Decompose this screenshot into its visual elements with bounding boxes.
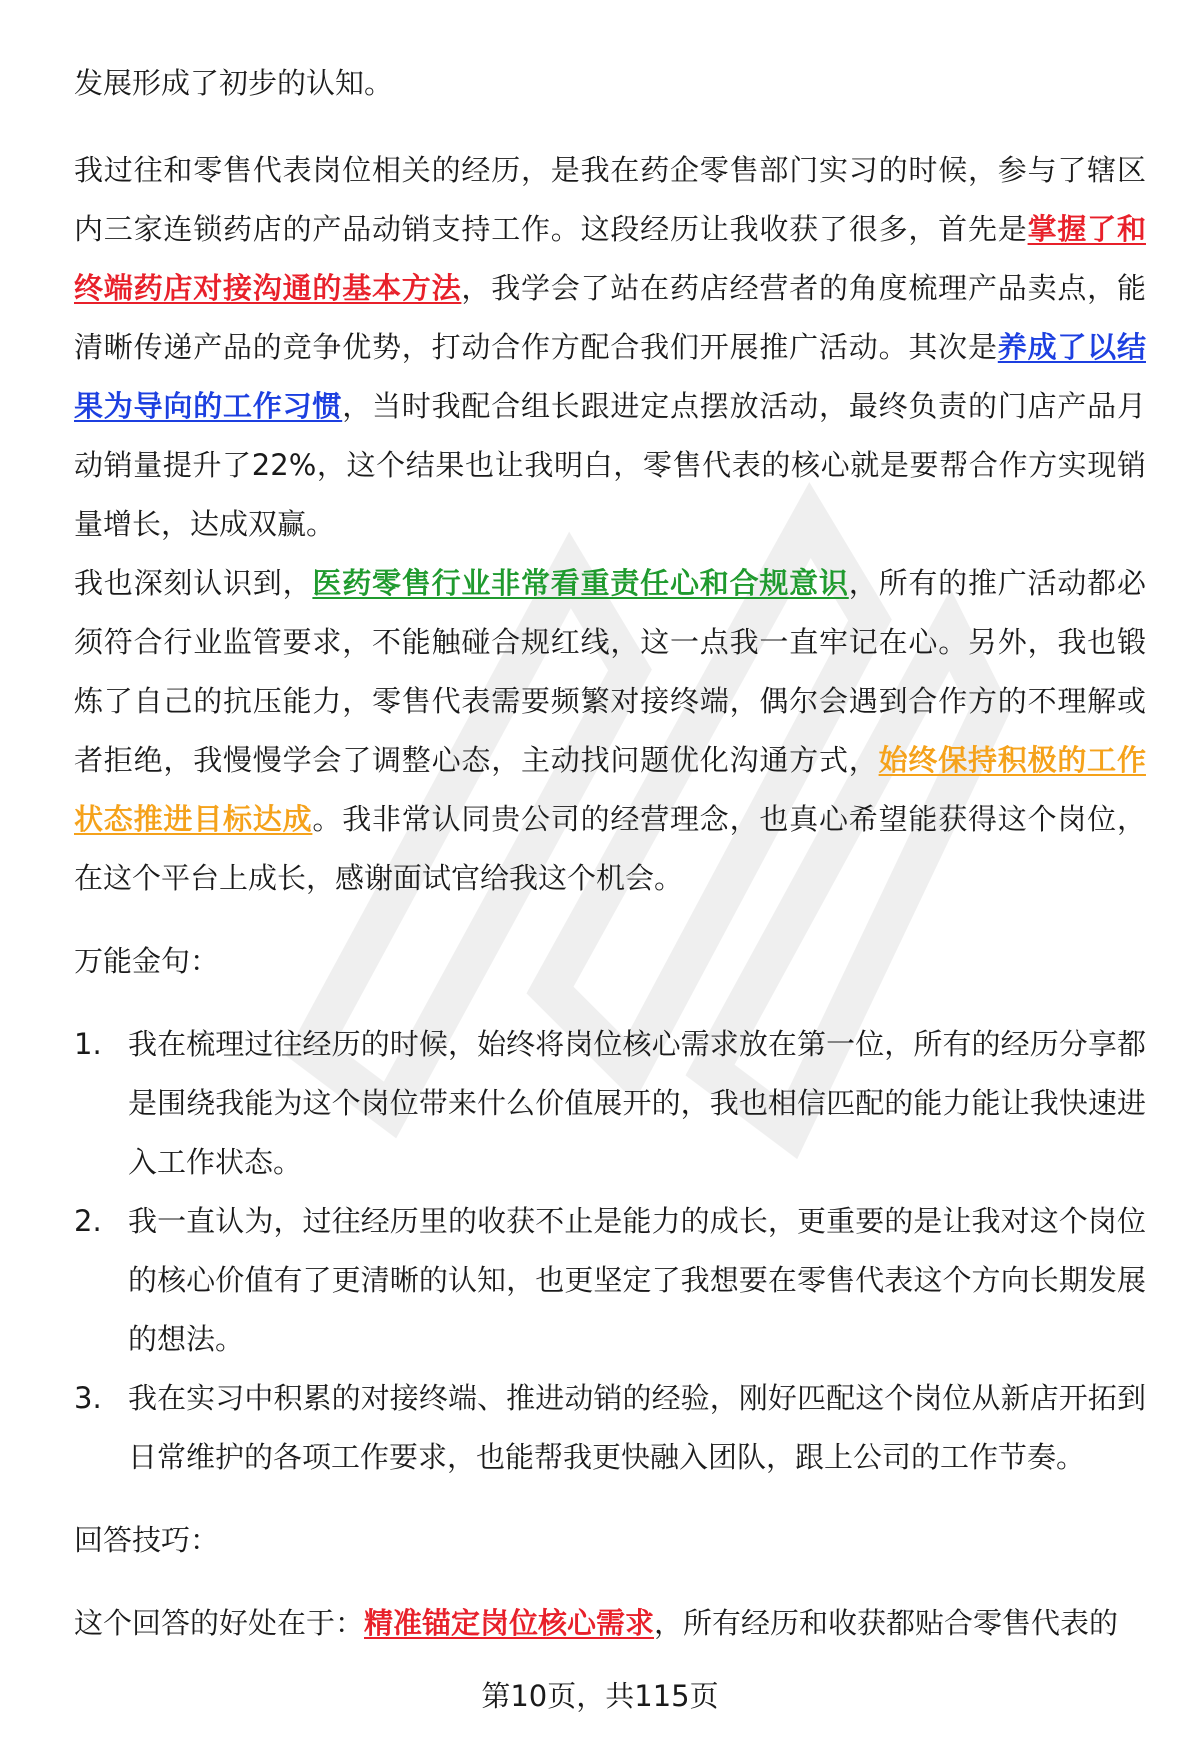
highlight-core-needs: 精准锚定岗位核心需求 [364, 1606, 655, 1640]
paragraph-text: 。我非常认同贵公司的经营理念，也真心希望能获得这个岗位，在这个平台上成长，感谢面试官给我这个机会。 [74, 802, 1146, 895]
list-item-number: 2. [74, 1204, 102, 1238]
highlight-compliance: 医药零售行业非常看重责任心和合规意识 [312, 566, 849, 600]
paragraph-intro-tail: 发展形成了初步的认知。 [74, 66, 394, 100]
list-item-text: 我在实习中积累的对接终端、推进动销的经验，刚好匹配这个岗位从新店开拓到日常维护的各项工作要求，也能帮我更快融入团队，跟上公司的工作节奏。 [128, 1381, 1146, 1474]
paragraph-tips [74, 1594, 1146, 1653]
paragraph-experience [74, 141, 1146, 554]
highlight-communication: 掌握了和终端药店对接沟通的基本方法 [74, 212, 1146, 305]
list-item-text: 我一直认为，过往经历里的收获不止是能力的成长，更重要的是让我对这个岗位的核心价值有了更清晰的认知，也更坚定了我想要在零售代表这个方向长期发展的想法。 [128, 1204, 1146, 1356]
paragraph-text: ，我学会了站在药店经营者的角度梳理产品卖点，能清晰传递产品的竞争优势，打动合作方配合我们开展推广活动。其次是 [74, 271, 1146, 364]
highlight-positive-state: 始终保持积极的工作状态推进目标达成 [74, 743, 1146, 836]
golden-sentences-list [74, 1015, 1146, 1487]
list-item-number: 1. [74, 1027, 102, 1061]
list-item-text: 我在梳理过往经历的时候，始终将岗位核心需求放在第一位，所有的经历分享都是围绕我能为这个岗位带来什么价值展开的，我也相信匹配的能力能让我快速进入工作状态。 [128, 1027, 1146, 1179]
paragraph-text: 我也深刻认识到， [74, 566, 313, 600]
paragraph-text: ，所有经历和收获都贴合零售代表的 [654, 1606, 1119, 1640]
highlight-result-oriented: 养成了以结果为导向的工作习惯 [74, 330, 1146, 423]
answer-tips-heading: 回答技巧： [74, 1523, 220, 1557]
golden-sentences-heading: 万能金句： [74, 944, 220, 978]
paragraph-text: 我过往和零售代表岗位相关的经历，是我在药企零售部门实习的时候，参与了辖区内三家连锁药店的产品动销支持工作。这段经历让我收获了很多，首先是 [74, 153, 1146, 246]
list-item [74, 1369, 1146, 1487]
paragraph-text: ，所有的推广活动都必须符合行业监管要求，不能触碰合规红线，这一点我一直牢记在心。另外，我也锻炼了自己的抗压能力，零售代表需要频繁对接终端，偶尔会遇到合作方的不理解或者拒绝，我慢慢学会了调整心态，主动找问题优化沟通方式， [74, 566, 1146, 777]
paragraph-text: 这个回答的好处在于： [74, 1606, 365, 1640]
paragraph-text: ，当时我配合组长跟进定点摆放活动，最终负责的门店产品月动销量提升了22%，这个结果也让我明白，零售代表的核心就是要帮合作方实现销量增长，达成双赢。 [74, 389, 1146, 541]
page-number-footer: 第10页，共115页 [481, 1679, 719, 1713]
list-item [74, 1015, 1146, 1192]
list-item [74, 1192, 1146, 1369]
list-item-number: 3. [74, 1381, 102, 1415]
document-body [74, 54, 1146, 1653]
paragraph-compliance [74, 554, 1146, 908]
